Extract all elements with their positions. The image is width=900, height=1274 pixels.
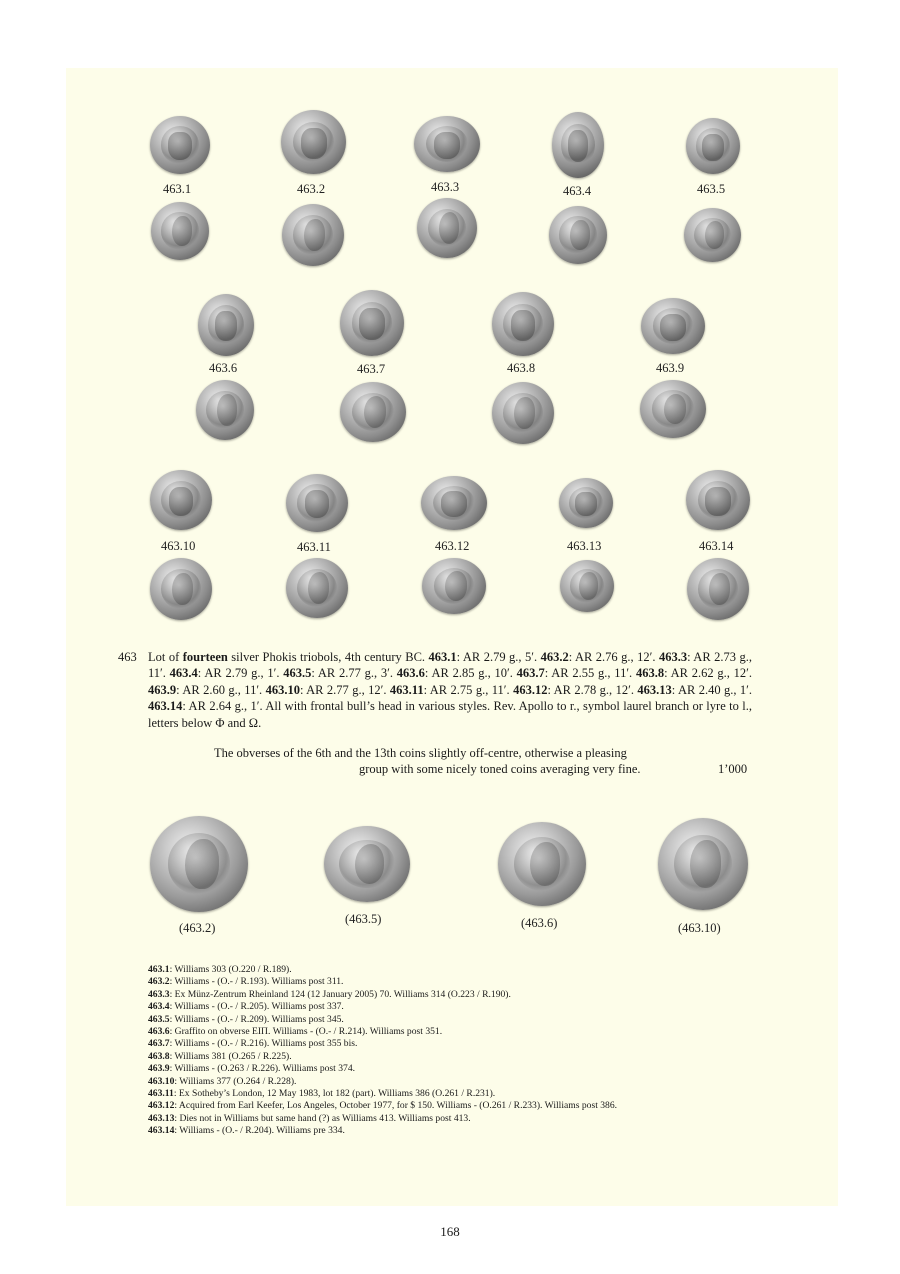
enlarged-coin-463-2 (150, 816, 248, 912)
reference-text: : Graffito on obverse ΕΙΠ. Williams - (O.- / R.214). Williams post 351. (169, 1026, 443, 1038)
enlarged-label-463-5: (463.5) (345, 912, 382, 926)
desc-count: fourteen (182, 650, 228, 664)
weight-text: : AR 2.85 g., 10′. (424, 666, 517, 681)
coin-463-1-reverse (151, 202, 209, 260)
coin-463-10-reverse (150, 558, 212, 620)
reference-text: : Williams - (O.263 / R.226). Williams post 374. (169, 1063, 356, 1075)
reference-text: : Dies not in Williams but same hand (?) as Williams 413. Williams post 413. (174, 1112, 471, 1124)
reference-line (148, 1026, 768, 1038)
reference-text: : Williams - (O.- / R.216). Williams post 355 bis. (169, 1038, 358, 1050)
coin-label-463-3: 463.3 (431, 180, 460, 194)
coin-463-5-reverse (684, 208, 741, 262)
coin-label-463-13: 463.13 (567, 539, 602, 553)
coin-label-463-10: 463.10 (161, 539, 196, 553)
reference-line (148, 1038, 768, 1050)
coin-463-7-reverse (340, 382, 406, 442)
weight-id: 463.13 (637, 682, 672, 697)
weight-id: 463.4 (169, 666, 198, 681)
enlarged-label-463-10: (463.10) (678, 921, 721, 935)
desc-tail: All with frontal bull’s head in various styles. Rev. Apollo to r., symbol laurel branch or lyre to l., letters below Φ and Ω. (148, 699, 752, 730)
reference-id: 463.11 (148, 1088, 174, 1100)
coin-463-3-reverse (417, 198, 477, 258)
reference-text: : Williams 377 (O.264 / R.228). (174, 1075, 297, 1087)
reference-line (148, 1051, 768, 1063)
enlarged-label-463-2: (463.2) (179, 921, 216, 935)
weight-text: : AR 2.77 g., 12′. (299, 682, 390, 697)
reference-id: 463.7 (148, 1038, 170, 1050)
coin-463-5-obverse (686, 118, 740, 174)
coin-label-463-1: 463.1 (163, 182, 192, 196)
weight-id: 463.12 (513, 682, 548, 697)
reference-id: 463.8 (148, 1050, 170, 1062)
weight-id: 463.1 (428, 650, 457, 664)
reference-text: : Williams 303 (O.220 / R.189). (169, 964, 292, 975)
reference-id: 463.9 (148, 1063, 170, 1075)
weight-text: : AR 2.55 g., 11′. (544, 666, 636, 681)
coin-463-1-obverse (150, 116, 210, 174)
reference-text: : Williams - (O.- / R.204). Williams pre 334. (174, 1125, 345, 1137)
reference-text: : Williams - (O.- / R.209). Williams post 345. (169, 1013, 344, 1025)
desc-rest: silver Phokis triobols, 4th century BC. (227, 650, 429, 664)
weight-id: 463.7 (516, 666, 545, 681)
reference-id: 463.3 (148, 988, 170, 1000)
coin-463-2-obverse (281, 110, 346, 174)
coin-label-463-12: 463.12 (435, 539, 470, 553)
coin-463-3-obverse (414, 116, 480, 172)
coin-463-12-reverse (422, 558, 486, 614)
coin-label-463-7: 463.7 (357, 362, 386, 376)
weight-text: : AR 2.78 g., 12′. (547, 682, 638, 697)
coin-463-6-reverse (196, 380, 254, 440)
weight-id: 463.11 (389, 682, 424, 697)
reference-id: 463.2 (148, 976, 170, 988)
reference-line (148, 989, 768, 1001)
coin-463-6-obverse (198, 294, 254, 356)
condition-line-2: group with some nicely toned coins averaging very fine. (359, 762, 641, 776)
coin-463-4-obverse (552, 112, 604, 178)
weight-id: 463.14 (148, 699, 183, 714)
page-number: 168 (440, 1224, 460, 1239)
weight-id: 463.8 (635, 666, 665, 681)
reference-id: 463.10 (148, 1075, 175, 1087)
reference-line (148, 1100, 768, 1112)
enlarged-coin-463-6 (498, 822, 586, 906)
estimate-price: 1’000 (718, 762, 748, 776)
weight-text: : AR 2.62 g., 12′. (664, 666, 752, 681)
reference-id: 463.13 (148, 1112, 175, 1124)
coin-label-463-9: 463.9 (656, 361, 685, 375)
reference-line (148, 1076, 768, 1088)
coin-label-463-11: 463.11 (297, 540, 331, 554)
reference-line (148, 1113, 768, 1125)
coin-label-463-5: 463.5 (697, 182, 726, 196)
reference-text: : Ex Sotheby’s London, 12 May 1983, lot 182 (part). Williams 386 (O.261 / R.231). (173, 1088, 496, 1100)
weight-text: : AR 2.60 g., 11′. (176, 682, 266, 697)
reference-line (148, 1014, 768, 1026)
reference-line (148, 1001, 768, 1013)
coin-463-8-reverse (492, 382, 554, 444)
reference-line (148, 976, 768, 988)
enlarged-label-463-6: (463.6) (521, 916, 558, 930)
enlarged-coin-463-10 (658, 818, 748, 910)
weight-id: 463.2 (540, 650, 569, 664)
coin-label-463-4: 463.4 (563, 184, 592, 198)
coin-463-14-reverse (687, 558, 749, 620)
reference-line (148, 1125, 768, 1137)
reference-id: 463.6 (148, 1026, 170, 1038)
weight-text: : AR 2.76 g., 12′. (568, 650, 659, 664)
reference-text: : Williams - (O.- / R.205). Williams post 337. (169, 1001, 344, 1013)
coin-463-12-obverse (421, 476, 487, 530)
reference-line (148, 964, 768, 976)
coin-463-13-obverse (559, 478, 613, 528)
coin-463-9-obverse (641, 298, 705, 354)
reference-text: : Acquired from Earl Keefer, Los Angeles, October 1977, for $ 150. Williams - (O.261 / R.233). Williams post 386. (174, 1100, 618, 1112)
weight-id: 463.5 (283, 666, 312, 681)
weight-text: : AR 2.64 g., 1′. (182, 699, 266, 714)
coin-463-13-reverse (560, 560, 614, 612)
reference-line (148, 1063, 768, 1075)
coin-463-2-reverse (282, 204, 344, 266)
coin-463-7-obverse (340, 290, 404, 356)
coin-463-8-obverse (492, 292, 554, 356)
reference-id: 463.5 (148, 1013, 170, 1025)
lot-description (148, 649, 752, 731)
provenance-references (148, 964, 768, 1138)
reference-id: 463.4 (148, 1001, 170, 1013)
weight-id: 463.9 (148, 682, 177, 697)
coin-label-463-6: 463.6 (209, 361, 238, 375)
reference-id: 463.12 (148, 1100, 175, 1112)
reference-text: : Williams - (O.- / R.193). Williams post 311. (169, 976, 344, 988)
enlarged-coin-463-5 (324, 826, 410, 902)
coin-463-4-reverse (549, 206, 607, 264)
weight-text: : AR 2.77 g., 3′. (311, 666, 397, 681)
weight-text: : AR 2.79 g., 1′. (197, 666, 284, 681)
weight-text: : AR 2.79 g., 5′. (456, 650, 541, 664)
coin-label-463-2: 463.2 (297, 182, 326, 196)
weight-text: : AR 2.40 g., 1′. (671, 682, 753, 697)
coin-463-11-obverse (286, 474, 348, 532)
coin-463-10-obverse (150, 470, 212, 530)
coin-label-463-8: 463.8 (507, 361, 536, 375)
weight-id: 463.10 (265, 682, 300, 697)
reference-text: : Ex Münz-Zentrum Rheinland 124 (12 January 2005) 70. Williams 314 (O.223 / R.190). (169, 988, 511, 1000)
coin-463-9-reverse (640, 380, 706, 438)
reference-text: : Williams 381 (O.265 / R.225). (169, 1050, 292, 1062)
weight-text: : AR 2.75 g., 11′. (423, 682, 514, 697)
coin-463-11-reverse (286, 558, 348, 618)
reference-line (148, 1088, 768, 1100)
weight-id: 463.3 (658, 650, 688, 664)
coin-label-463-14: 463.14 (699, 539, 734, 553)
coin-463-14-obverse (686, 470, 750, 530)
reference-id: 463.14 (148, 1125, 175, 1137)
lot-number: 463 (118, 650, 137, 664)
weight-text: : AR 2.73 g., 11′. (148, 650, 752, 681)
desc-intro: Lot of (148, 650, 183, 664)
weight-id: 463.6 (396, 666, 425, 681)
reference-id: 463.1 (148, 964, 170, 975)
condition-line-1: The obverses of the 6th and the 13th coins slightly off-centre, otherwise a pleasing (214, 746, 627, 760)
